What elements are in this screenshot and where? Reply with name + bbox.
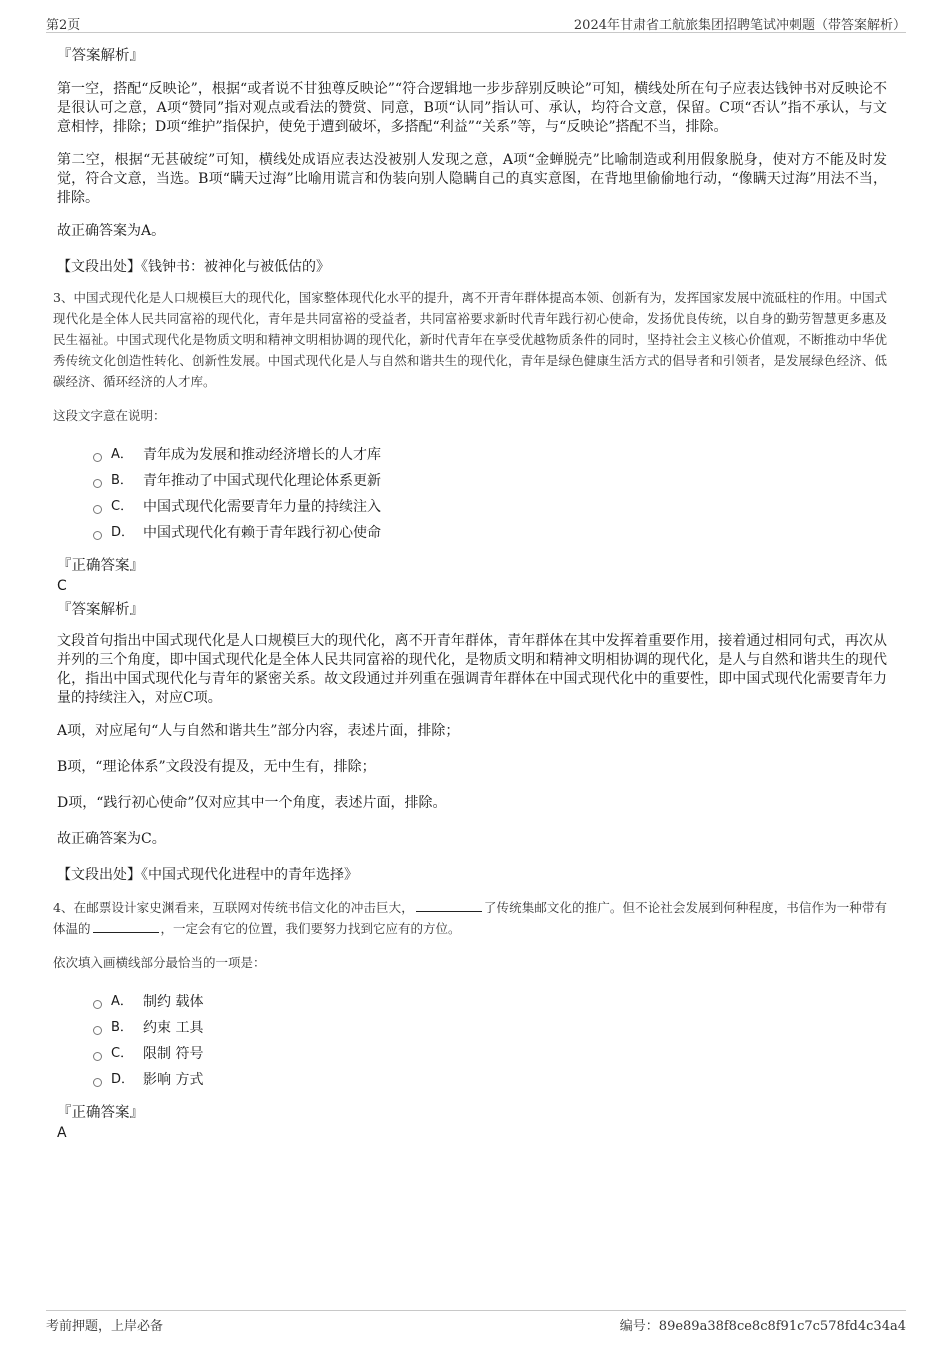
question-stem: 3、中国式现代化是人口规模巨大的现代化，国家整体现代化水平的提升，离不开青年群体提高本领、创新有为，发挥国家发展中流砥柱的作用。中国式现代化是全体人民共同富裕的现代化，青年是共同富裕的受益者，共同富裕要求新时代青年践行初心使命，发扬优良传统，以自身的勤劳智慧更多惠及民生福祉。中国式现代化是物质文明和精神文明相协调的现代化，新时代青年在享受优越物质条件的同时，坚持社会主义核心价值观，不断推动中华优秀传统文化创造性转化、创新性发展。中国式现代化是人与自然和谐共生的现代化，青年是绿色健康生活方式的倡导者和引领者，是发展绿色经济、低碳经济、循环经济的人才库。 (53, 290, 887, 389)
option-text: 中国式现代化有赖于青年践行初心使命 (143, 525, 381, 541)
option-c[interactable] (93, 494, 887, 520)
question-prompt: 这段文字意在说明： (53, 408, 166, 423)
analysis-note: D项，“践行初心使命”仅对应其中一个角度，表述片面，排除。 (57, 795, 447, 811)
document-title: 2024年甘肃省工航旅集团招聘笔试冲刺题（带答案解析） (573, 18, 906, 33)
option-list (93, 989, 887, 1093)
stem-text: ，一定会有它的位置，我们要努力找到它应有的方位。 (160, 921, 461, 936)
option-a[interactable] (93, 989, 887, 1015)
radio-icon[interactable] (93, 1052, 102, 1061)
option-letter: C． (111, 1046, 134, 1061)
analysis-paragraph: 第一空，搭配“反映论”，根据“或者说不甘独尊反映论”“符合逻辑地一步步辞别反映论”可知，横线处所在句子应表达钱钟书对反映论不是很认可之意，A项“赞同”指对观点或看法的赞赏、同意，B项“认同”指认可、承认，均符合文意，保留。C项“否认”指不承认，与文意相悖，排除；D项“维护”指保护，使免于遭到破坏，多搭配“利益”“关系”等，与“反映论”搭配不当，排除。 (57, 81, 887, 135)
option-letter: D． (111, 1072, 135, 1087)
option-letter: C． (111, 499, 134, 514)
option-text: 限制 符号 (143, 1046, 204, 1062)
analysis-conclusion: 故正确答案为C。 (57, 831, 166, 847)
stem-text: 4、在邮票设计家史渊看来，互联网对传统书信文化的冲击巨大， (53, 900, 414, 915)
option-text: 青年推动了中国式现代化理论体系更新 (143, 473, 381, 489)
main-content (53, 46, 887, 1147)
analysis-conclusion: 故正确答案为A。 (57, 223, 166, 239)
correct-answer-label: 『正确答案』 (57, 1105, 144, 1121)
option-c[interactable] (93, 1041, 887, 1067)
analysis-note: B项，“理论体系”文段没有提及，无中生有，排除； (57, 759, 376, 775)
fill-blank (93, 920, 159, 933)
option-d[interactable] (93, 1067, 887, 1093)
analysis-label: 『答案解析』 (57, 48, 144, 64)
option-letter: A． (111, 994, 133, 1009)
stem-text: 了传统集邮文化的推广。但不论社会发展到何种程度，书信作为一种带有体温的 (53, 900, 887, 936)
correct-answer-label: 『正确答案』 (57, 558, 144, 574)
option-letter: B． (111, 473, 133, 488)
option-letter: D． (111, 525, 135, 540)
option-text: 青年成为发展和推动经济增长的人才库 (143, 447, 381, 463)
footer-slogan: 考前押题，上岸必备 (46, 1319, 164, 1334)
option-a[interactable] (93, 442, 887, 468)
option-b[interactable] (93, 468, 887, 494)
option-d[interactable] (93, 520, 887, 546)
option-text: 约束 工具 (143, 1020, 204, 1036)
analysis-paragraph: 文段首句指出中国式现代化是人口规模巨大的现代化，离不开青年群体，青年群体在其中发挥着重要作用，接着通过相同句式，再次从并列的三个角度，即中国式现代化是全体人民共同富裕的现代化，是物质文明和精神文明相协调的现代化，是人与自然和谐共生的现代化，指出中国式现代化与青年的紧密关系。故文段通过并列重在强调青年群体在中国式现代化中的重要性，即中国式现代化需要青年力量的持续注入，对应C项。 (57, 633, 887, 706)
radio-icon[interactable] (93, 531, 102, 540)
analysis-note: A项，对应尾句“人与自然和谐共生”部分内容，表述片面，排除； (57, 723, 460, 739)
radio-icon[interactable] (93, 1000, 102, 1009)
question-prompt: 依次填入画横线部分最恰当的一项是： (53, 955, 266, 970)
option-text: 影响 方式 (143, 1072, 204, 1088)
radio-icon[interactable] (93, 453, 102, 462)
option-letter: A． (111, 447, 133, 462)
option-text: 制约 载体 (143, 994, 204, 1010)
source-citation: 【文段出处】《钱钟书：被神化与被低估的》 (57, 259, 330, 275)
radio-icon[interactable] (93, 505, 102, 514)
radio-icon[interactable] (93, 479, 102, 488)
radio-icon[interactable] (93, 1026, 102, 1035)
document-code: 编号：89e89a38f8ce8c8f91c7c578fd4c34a4 (619, 1319, 906, 1334)
page-header (46, 10, 906, 33)
option-text: 中国式现代化需要青年力量的持续注入 (143, 499, 381, 515)
analysis-paragraph: 第二空，根据“无甚破绽”可知，横线处成语应表达没被别人发现之意，A项“金蝉脱壳”比喻制造或利用假象脱身，使对方不能及时发觉，符合文意，当选。B项“瞒天过海”比喻用谎言和伪装向别人隐瞒自己的真实意图，在背地里偷偷地行动，“像瞒天过海”用法不当，排除。 (57, 152, 887, 206)
radio-icon[interactable] (93, 1078, 102, 1087)
option-letter: B． (111, 1020, 133, 1035)
option-b[interactable] (93, 1015, 887, 1041)
page-footer (46, 1310, 906, 1335)
source-citation: 【文段出处】《中国式现代化进程中的青年选择》 (57, 867, 358, 883)
analysis-label: 『答案解析』 (57, 602, 144, 618)
page-number: 第2页 (46, 18, 81, 33)
correct-answer: A (57, 1125, 67, 1141)
question-stem (53, 897, 887, 939)
option-list (93, 442, 887, 546)
fill-blank (416, 899, 482, 912)
correct-answer: C (57, 578, 67, 594)
